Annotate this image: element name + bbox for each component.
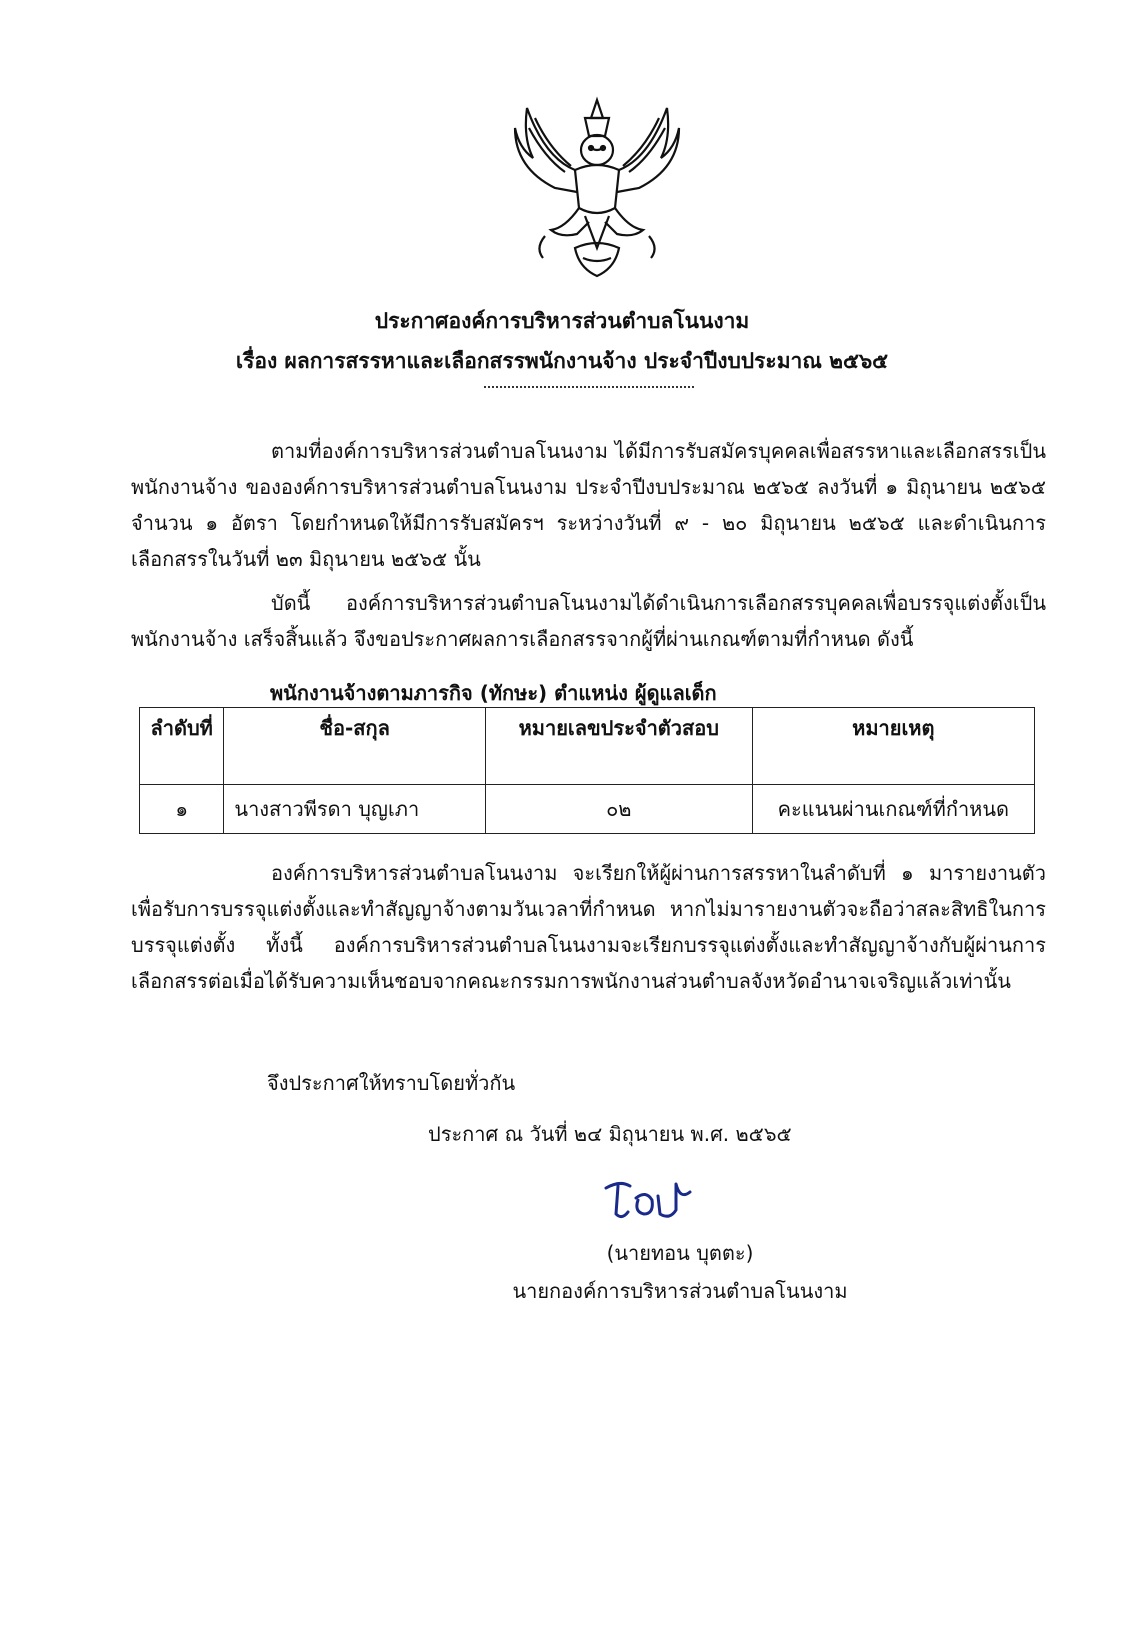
signer-name: (นายทอน บุตตะ) [606, 1241, 754, 1265]
signer-position: นายกองค์การบริหารส่วนตำบลโนนงาม [512, 1279, 848, 1303]
cell-exam-id: ๐๒ [485, 785, 752, 834]
header-name: ชื่อ-สกุล [224, 708, 486, 785]
handwritten-signature [600, 1170, 700, 1230]
paragraph-announcement: บัดนี้ องค์การบริหารส่วนตำบลโนนงามได้ดำเนินการเลือกสรรบุคคลเพื่อบรรจุแต่งตั้งเป็นพนักงานจ้าง เสร็จสิ้นแล้ว จึงขอประกาศผลการเลือกสรรจากผู้ที่ผ่านเกณฑ์ตามที่กำหนด ดังนี้ [131, 591, 1046, 651]
cell-remark: คะแนนผ่านเกณฑ์ที่กำหนด [752, 785, 1034, 834]
paragraph-background: ตามที่องค์การบริหารส่วนตำบลโนนงาม ได้มีการรับสมัครบุคคลเพื่อสรรหาและเลือกสรรเป็นพนักงานจ้าง ขององค์การบริหารส่วนตำบลโนนงาม ประจำปีงบประมาณ ๒๕๖๕ ลงวันที่ ๑ มิถุนายน ๒๕๖๕ จำนวน ๑ อัตรา โดยกำหนดให้มีการรับสมัครฯ ระหว่างวันที่ ๙ - ๒๐ มิถุนายน ๒๕๖๕ และดำเนินการเลือกสรรในวันที่ ๒๓ มิถุนายน ๒๕๖๕ นั้น [131, 439, 1046, 571]
cell-order: ๑ [140, 785, 224, 834]
table-caption: พนักงานจ้างตามภารกิจ (ทักษะ) ตำแหน่ง ผู้ดูแลเด็ก [270, 681, 717, 705]
cell-name: นางสาวพีรดา บุญเภา [224, 785, 486, 834]
announcement-subject: เรื่อง ผลการสรรหาและเลือกสรรพนักงานจ้าง ประจำปีงบประมาณ ๒๕๖๕ [235, 349, 889, 373]
header-remark: หมายเหตุ [752, 708, 1034, 785]
table-row [140, 785, 1035, 834]
closing-statement: จึงประกาศให้ทราบโดยทั่วกัน [267, 1071, 516, 1095]
garuda-emblem-icon [505, 88, 690, 283]
results-table [139, 707, 1035, 834]
header-order: ลำดับที่ [140, 708, 224, 785]
announcement-title: ประกาศองค์การบริหารส่วนตำบลโนนงาม [374, 309, 750, 333]
announcement-date: ประกาศ ณ วันที่ ๒๔ มิถุนายน พ.ศ. ๒๕๖๕ [428, 1122, 792, 1146]
table-header-row [140, 708, 1035, 785]
paragraph-instructions: องค์การบริหารส่วนตำบลโนนงาม จะเรียกให้ผู้ผ่านการสรรหาในลำดับที่ ๑ มารายงานตัวเพื่อรับการบรรจุแต่งตั้งและทำสัญญาจ้างตามวันเวลาที่กำหนด หากไม่มารายงานตัวจะถือว่าสละสิทธิในการบรรจุแต่งตั้ง ทั้งนี้ องค์การบริหารส่วนตำบลโนนงามจะเรียกบรรจุแต่งตั้งและทำสัญญาจ้างกับผู้ผ่านการเลือกสรรต่อเมื่อได้รับความเห็นชอบจากคณะกรรมการพนักงานส่วนตำบลจังหวัดอำนาจเจริญแล้วเท่านั้น [131, 861, 1046, 993]
title-divider [484, 386, 694, 388]
header-exam-id: หมายเลขประจำตัวสอบ [485, 708, 752, 785]
